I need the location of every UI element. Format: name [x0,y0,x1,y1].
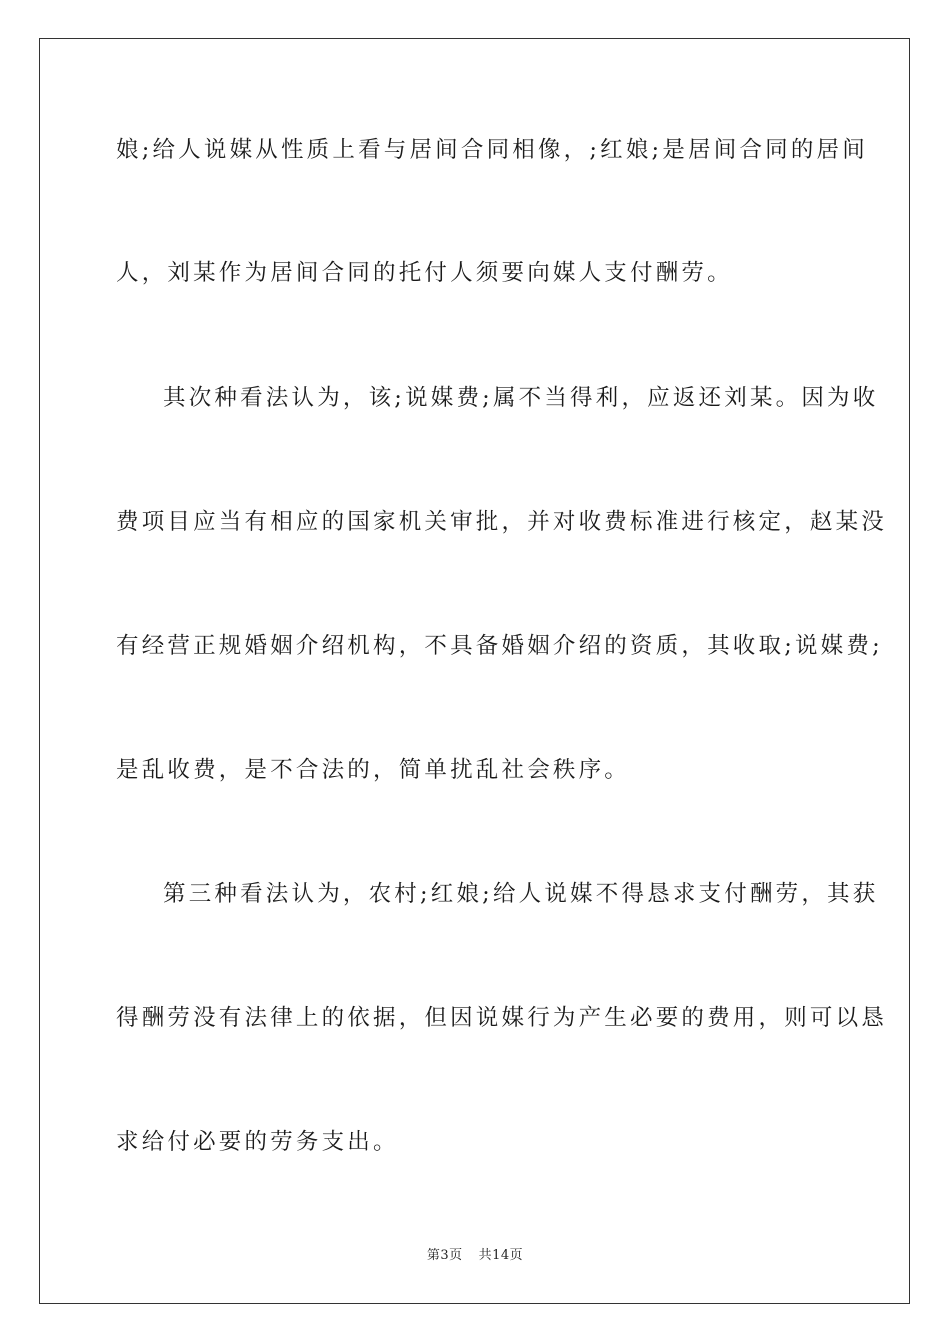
page-total: 共14页 [478,1248,524,1263]
paragraph-line: 人，刘某作为居间合同的托付人须要向媒人支付酬劳。 [116,260,733,286]
paragraph-line: 求给付必要的劳务支出。 [116,1129,399,1155]
paragraph-line: 第三种看法认为，农村;红娘;给人说媒不得恳求支付酬劳，其获 [163,881,879,907]
paragraph-line: 娘;给人说媒从性质上看与居间合同相像，;红娘;是居间合同的居间 [116,137,868,163]
page-number: 第3页 [426,1248,463,1263]
page-footer [0,1247,950,1265]
page-border [39,38,910,1304]
paragraph-line: 费项目应当有相应的国家机关审批，并对收费标准进行核定，赵某没 [116,509,888,535]
paragraph-line: 是乱收费，是不合法的，简单扰乱社会秩序。 [116,757,631,783]
paragraph-line: 其次种看法认为，该;说媒费;属不当得利，应返还刘某。因为收 [163,385,879,411]
paragraph-line: 有经营正规婚姻介绍机构，不具备婚姻介绍的资质，其收取;说媒费; [116,633,883,659]
paragraph-line: 得酬劳没有法律上的依据，但因说媒行为产生必要的费用，则可以恳 [116,1005,888,1031]
